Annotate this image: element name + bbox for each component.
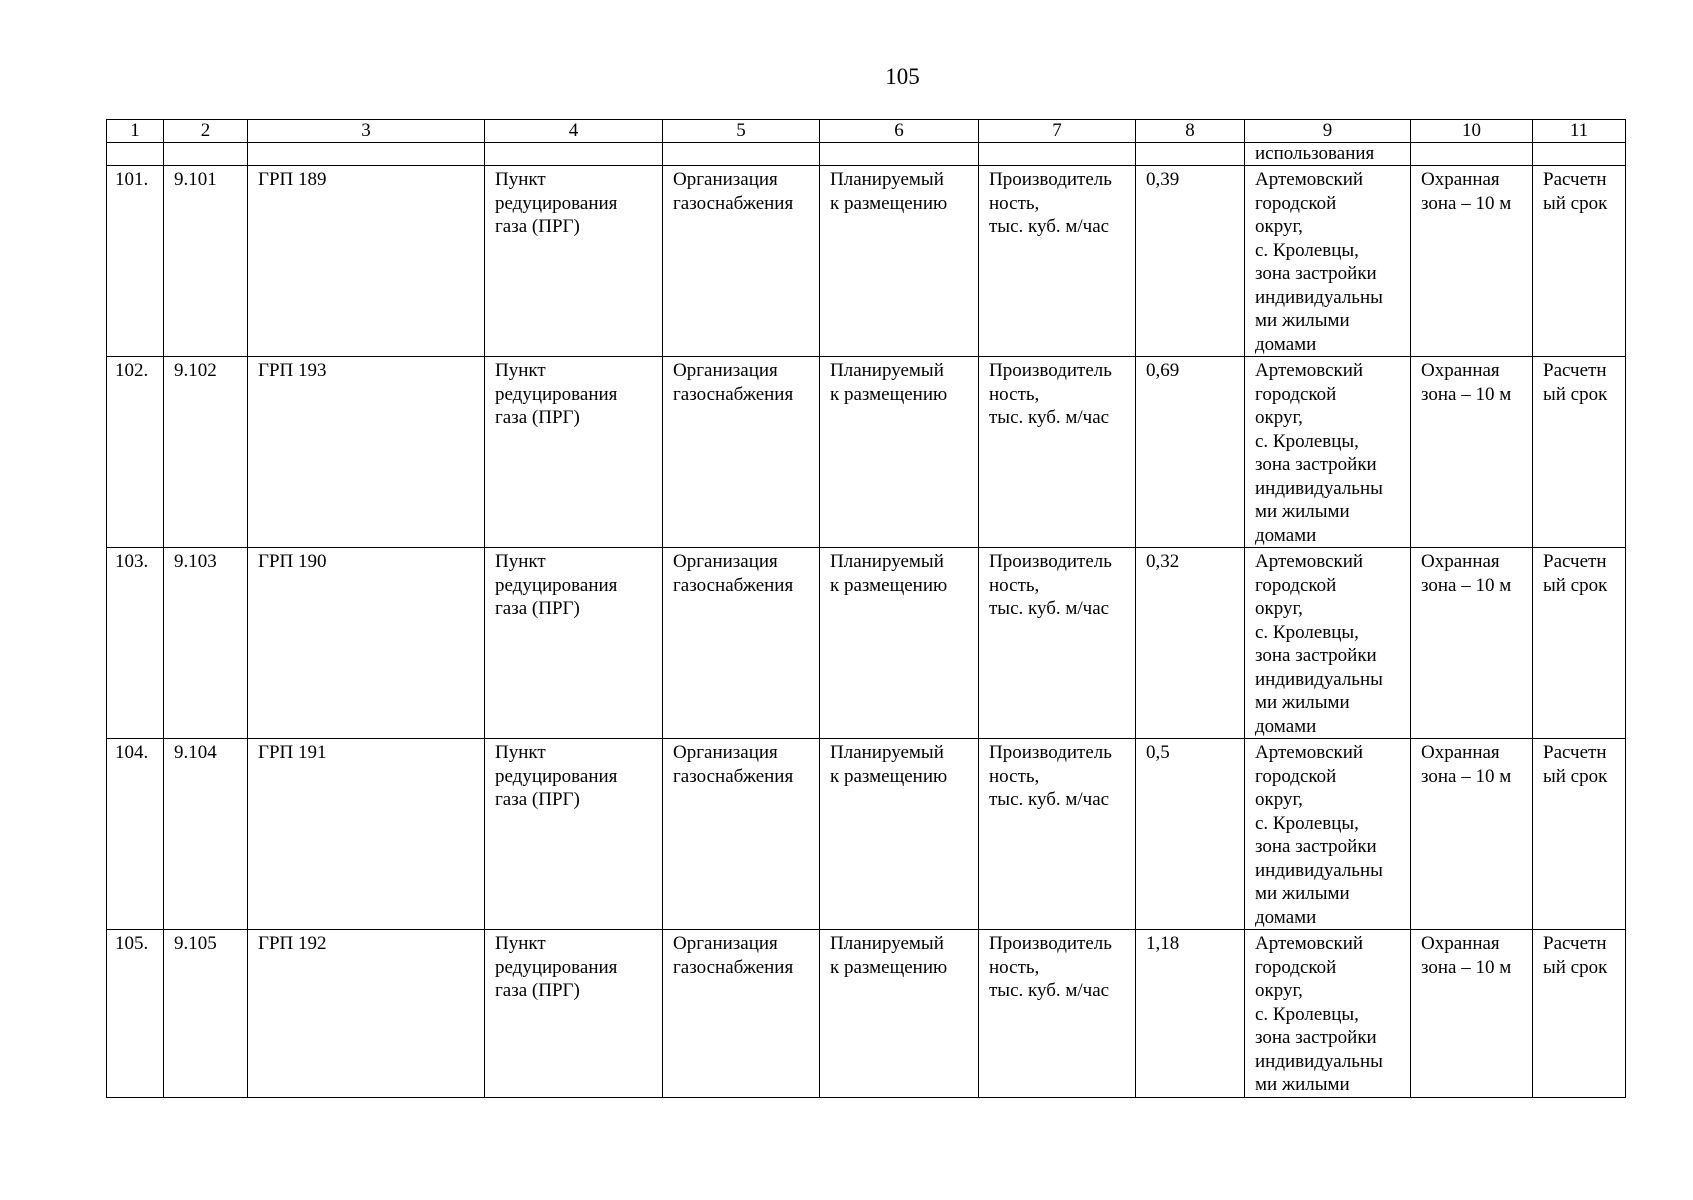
object-status: Планируемый к размещению	[820, 930, 979, 1098]
characteristic-value: 1,18	[1136, 930, 1245, 1098]
implementation-term: Расчетн ый срок	[1533, 548, 1626, 739]
object-characteristic: Производитель ность, тыс. куб. м/час	[979, 357, 1136, 548]
empty-cell	[164, 143, 248, 166]
object-type: Пункт редуцирования газа (ПРГ)	[485, 930, 663, 1098]
row-number: 103.	[107, 548, 164, 739]
object-type: Пункт редуцирования газа (ПРГ)	[485, 739, 663, 930]
column-number: 1	[107, 120, 164, 143]
table-row	[107, 930, 1626, 1098]
row-number: 102.	[107, 357, 164, 548]
restriction-zone: Охранная зона – 10 м	[1411, 166, 1533, 357]
characteristic-value: 0,32	[1136, 548, 1245, 739]
object-name: ГРП 192	[248, 930, 485, 1098]
object-name: ГРП 190	[248, 548, 485, 739]
object-location: Артемовский городской округ, с. Кролевцы, зона застройки индивидуальны ми жилыми домами	[1245, 357, 1411, 548]
object-location: Артемовский городской округ, с. Кролевцы, зона застройки индивидуальны ми жилыми домами	[1245, 739, 1411, 930]
object-type: Пункт редуцирования газа (ПРГ)	[485, 548, 663, 739]
empty-cell	[820, 143, 979, 166]
object-status: Планируемый к размещению	[820, 739, 979, 930]
restriction-zone: Охранная зона – 10 м	[1411, 739, 1533, 930]
empty-cell	[1411, 143, 1533, 166]
implementation-term: Расчетн ый срок	[1533, 357, 1626, 548]
column-number: 10	[1411, 120, 1533, 143]
restriction-zone: Охранная зона – 10 м	[1411, 548, 1533, 739]
empty-cell	[248, 143, 485, 166]
continuation-text: использования	[1245, 143, 1411, 166]
object-code: 9.104	[164, 739, 248, 930]
table-row	[107, 357, 1626, 548]
column-number: 4	[485, 120, 663, 143]
object-status: Планируемый к размещению	[820, 548, 979, 739]
object-characteristic: Производитель ность, тыс. куб. м/час	[979, 930, 1136, 1098]
empty-cell	[1533, 143, 1626, 166]
characteristic-value: 0,5	[1136, 739, 1245, 930]
object-location: Артемовский городской округ, с. Кролевцы, зона застройки индивидуальны ми жилыми домами	[1245, 166, 1411, 357]
table-row	[107, 166, 1626, 357]
object-code: 9.102	[164, 357, 248, 548]
characteristic-value: 0,39	[1136, 166, 1245, 357]
implementation-term: Расчетн ый срок	[1533, 930, 1626, 1098]
column-number: 5	[663, 120, 820, 143]
object-status: Планируемый к размещению	[820, 357, 979, 548]
implementation-term: Расчетн ый срок	[1533, 166, 1626, 357]
object-characteristic: Производитель ность, тыс. куб. м/час	[979, 166, 1136, 357]
object-characteristic: Производитель ность, тыс. куб. м/час	[979, 548, 1136, 739]
object-name: ГРП 191	[248, 739, 485, 930]
table-row	[107, 548, 1626, 739]
object-location: Артемовский городской округ, с. Кролевцы, зона застройки индивидуальны ми жилыми домами	[1245, 548, 1411, 739]
object-location: Артемовский городской округ, с. Кролевцы, зона застройки индивидуальны ми жилыми	[1245, 930, 1411, 1098]
empty-cell	[1136, 143, 1245, 166]
object-purpose: Организация газоснабжения	[663, 930, 820, 1098]
empty-cell	[979, 143, 1136, 166]
column-number: 8	[1136, 120, 1245, 143]
restriction-zone: Охранная зона – 10 м	[1411, 930, 1533, 1098]
continuation-row	[107, 143, 1626, 166]
column-number: 3	[248, 120, 485, 143]
column-number: 6	[820, 120, 979, 143]
column-number: 7	[979, 120, 1136, 143]
object-code: 9.103	[164, 548, 248, 739]
object-status: Планируемый к размещению	[820, 166, 979, 357]
row-number: 104.	[107, 739, 164, 930]
empty-cell	[485, 143, 663, 166]
characteristic-value: 0,69	[1136, 357, 1245, 548]
object-type: Пункт редуцирования газа (ПРГ)	[485, 357, 663, 548]
column-number: 11	[1533, 120, 1626, 143]
restriction-zone: Охранная зона – 10 м	[1411, 357, 1533, 548]
object-code: 9.101	[164, 166, 248, 357]
objects-table	[106, 119, 1626, 1098]
page-number: 105	[885, 64, 920, 89]
object-type: Пункт редуцирования газа (ПРГ)	[485, 166, 663, 357]
implementation-term: Расчетн ый срок	[1533, 739, 1626, 930]
object-purpose: Организация газоснабжения	[663, 357, 820, 548]
object-name: ГРП 189	[248, 166, 485, 357]
column-number: 9	[1245, 120, 1411, 143]
object-name: ГРП 193	[248, 357, 485, 548]
column-number-row	[107, 120, 1626, 143]
row-number: 101.	[107, 166, 164, 357]
object-code: 9.105	[164, 930, 248, 1098]
row-number: 105.	[107, 930, 164, 1098]
object-characteristic: Производитель ность, тыс. куб. м/час	[979, 739, 1136, 930]
object-purpose: Организация газоснабжения	[663, 739, 820, 930]
table-row	[107, 739, 1626, 930]
object-purpose: Организация газоснабжения	[663, 548, 820, 739]
empty-cell	[663, 143, 820, 166]
column-number: 2	[164, 120, 248, 143]
empty-cell	[107, 143, 164, 166]
object-purpose: Организация газоснабжения	[663, 166, 820, 357]
